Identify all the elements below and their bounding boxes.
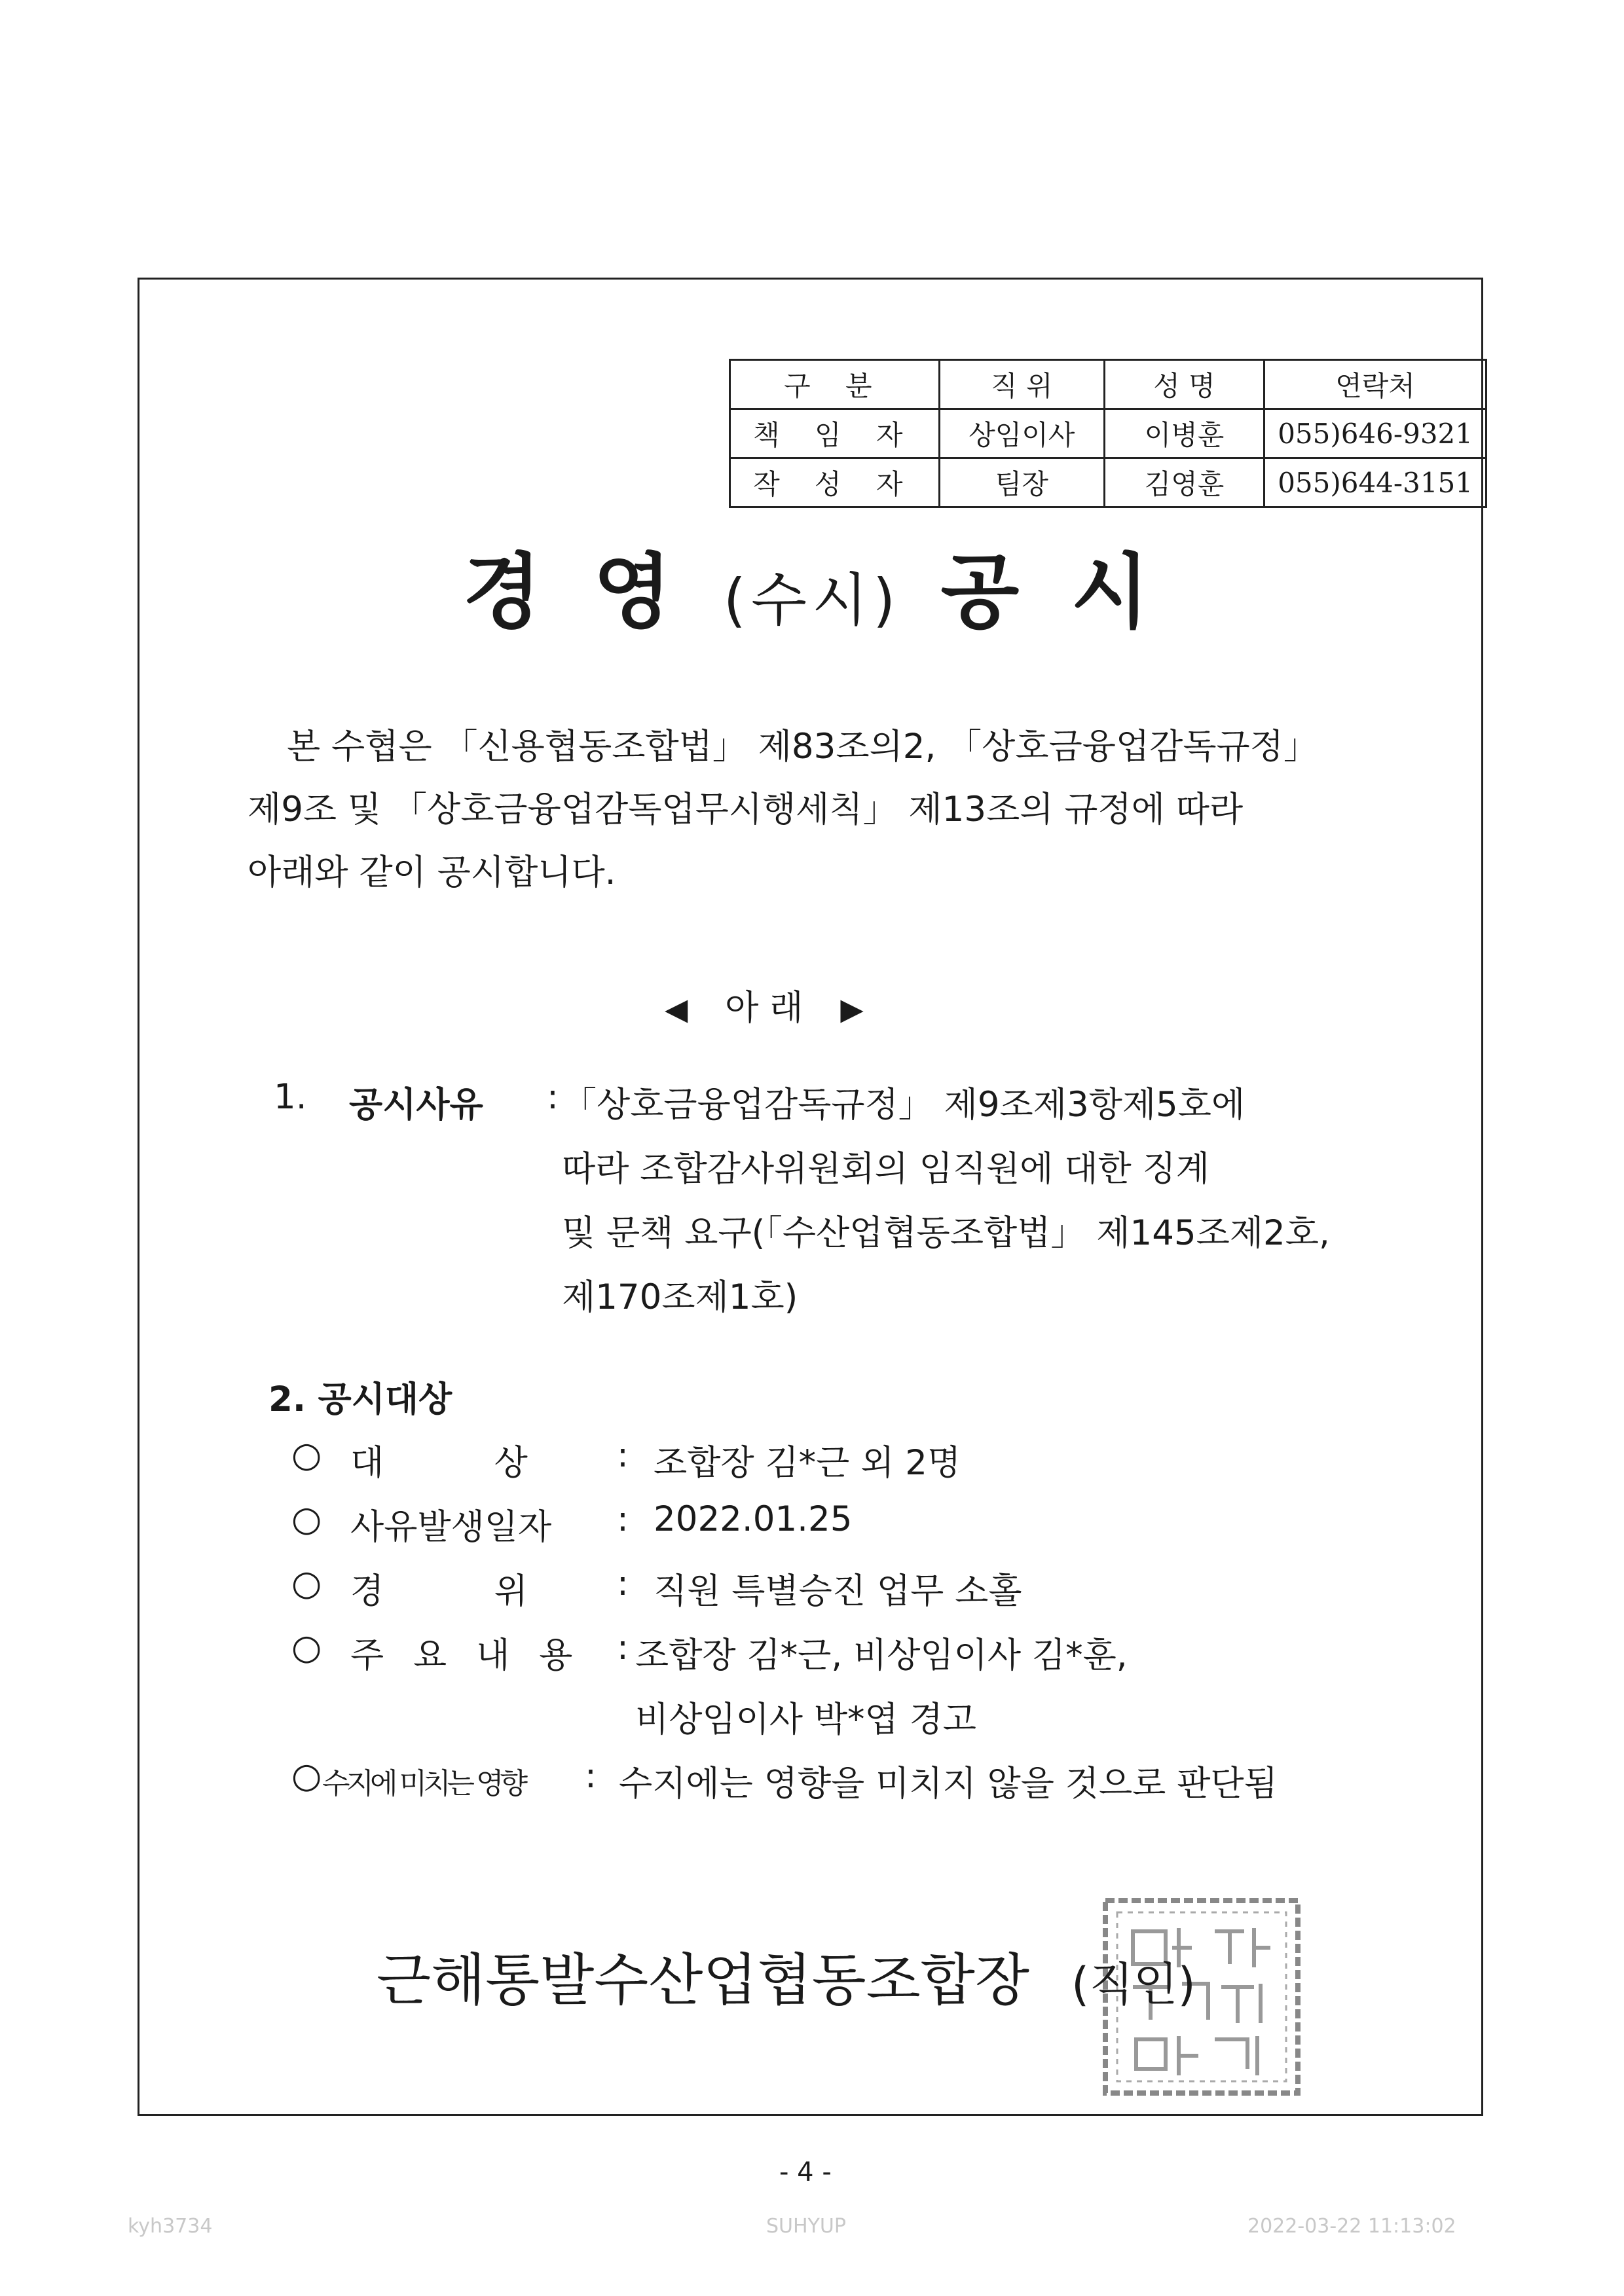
footer-timestamp: 2022-03-22 11:13:02 (1247, 2215, 1456, 2238)
row-phone: 055)646-9321 (1264, 409, 1486, 458)
row-name: 김영훈 (1104, 458, 1264, 507)
below-text: 아 래 (725, 988, 803, 1028)
section1-colon: : (547, 1077, 559, 1117)
item-label: 사유발생일자 (350, 1507, 552, 1547)
row-role: 책 임 자 (730, 409, 940, 458)
item-value: 직원 특별승진 업무 소홀 (654, 1571, 1022, 1611)
section1-label: 공시사유 (349, 1085, 483, 1125)
circle-bullet-icon: ○ (291, 1628, 322, 1667)
item-colon: : (617, 1628, 629, 1667)
row-phone: 055)644-3151 (1264, 458, 1486, 507)
row-role: 작 성 자 (730, 458, 940, 507)
item-label: 주 요 내 용 (350, 1635, 582, 1675)
footer-user: kyh3734 (128, 2215, 213, 2238)
item-colon: : (617, 1499, 629, 1539)
section1-number: 1. (274, 1077, 307, 1117)
item-colon: : (617, 1563, 629, 1603)
footer-org: SUHYUP (766, 2215, 846, 2238)
item-label: 수지에 미치는 영향 (322, 1767, 525, 1800)
item-colon: : (617, 1435, 629, 1475)
section1-line-3: 및 문책 요구(「수산업협동조합법」 제145조제2호, (562, 1213, 1330, 1253)
item-value: 수지에는 영향을 미치지 않을 것으로 판단됨 (619, 1764, 1278, 1804)
item-label: 대 상 (350, 1443, 528, 1483)
title-main-b: 공 시 (940, 545, 1162, 640)
list-item (291, 1435, 322, 1475)
list-item (291, 1756, 322, 1796)
row-name: 이병훈 (1104, 409, 1264, 458)
triangle-right-icon: ▶ (840, 991, 864, 1027)
page-title (0, 527, 1624, 644)
signature-org: 근해통발수산업협동조합장 (377, 1948, 1029, 2013)
item-label: 경 위 (350, 1571, 528, 1611)
intro-line-3: 아래와 같이 공시합니다. (248, 852, 616, 892)
contact-table-header (730, 360, 1486, 409)
page-number: - 4 - (779, 2157, 832, 2187)
header-contact: 연락처 (1264, 360, 1486, 409)
row-position: 팀장 (939, 458, 1104, 507)
row-position: 상임이사 (939, 409, 1104, 458)
seal-label: (직인) (1071, 1958, 1196, 2011)
circle-bullet-icon: ○ (291, 1435, 322, 1475)
table-row (730, 409, 1486, 458)
header-category: 구 분 (730, 360, 940, 409)
circle-bullet-icon: ○ (291, 1563, 322, 1603)
section1-line-4: 제170조제1호) (562, 1277, 798, 1317)
item-colon: : (585, 1756, 597, 1796)
list-item (291, 1628, 322, 1667)
below-heading (665, 980, 864, 1030)
item-value-2: 비상임이사 박*엽 경고 (635, 1700, 976, 1740)
header-position: 직 위 (939, 360, 1104, 409)
item-value: 조합장 김*근 외 2명 (654, 1443, 961, 1483)
header-name: 성 명 (1104, 360, 1264, 409)
circle-bullet-icon: ○ (291, 1756, 322, 1796)
circle-bullet-icon: ○ (291, 1499, 322, 1539)
section2-heading: 2. 공시대상 (268, 1379, 452, 1419)
contact-table (729, 359, 1487, 508)
title-paren: (수시) (723, 566, 901, 634)
item-value: 2022.01.25 (654, 1499, 853, 1539)
section1-line-2: 따라 조합감사위원회의 임직원에 대한 징계 (562, 1149, 1209, 1189)
list-item (291, 1563, 322, 1603)
intro-line-1: 본 수협은 「신용협동조합법」 제83조의2, 「상호금융업감독규정」 (287, 727, 1318, 767)
section1-line-1: 「상호금융업감독규정」 제9조제3항제5호에 (562, 1085, 1246, 1125)
intro-line-2: 제9조 및 「상호금융업감독업무시행세칙」 제13조의 규정에 따라 (248, 790, 1244, 829)
title-main-a: 경 영 (462, 545, 684, 640)
item-value: 조합장 김*근, 비상임이사 김*훈, (635, 1635, 1128, 1675)
triangle-left-icon: ◀ (665, 991, 688, 1027)
list-item (291, 1499, 322, 1539)
table-row (730, 458, 1486, 507)
